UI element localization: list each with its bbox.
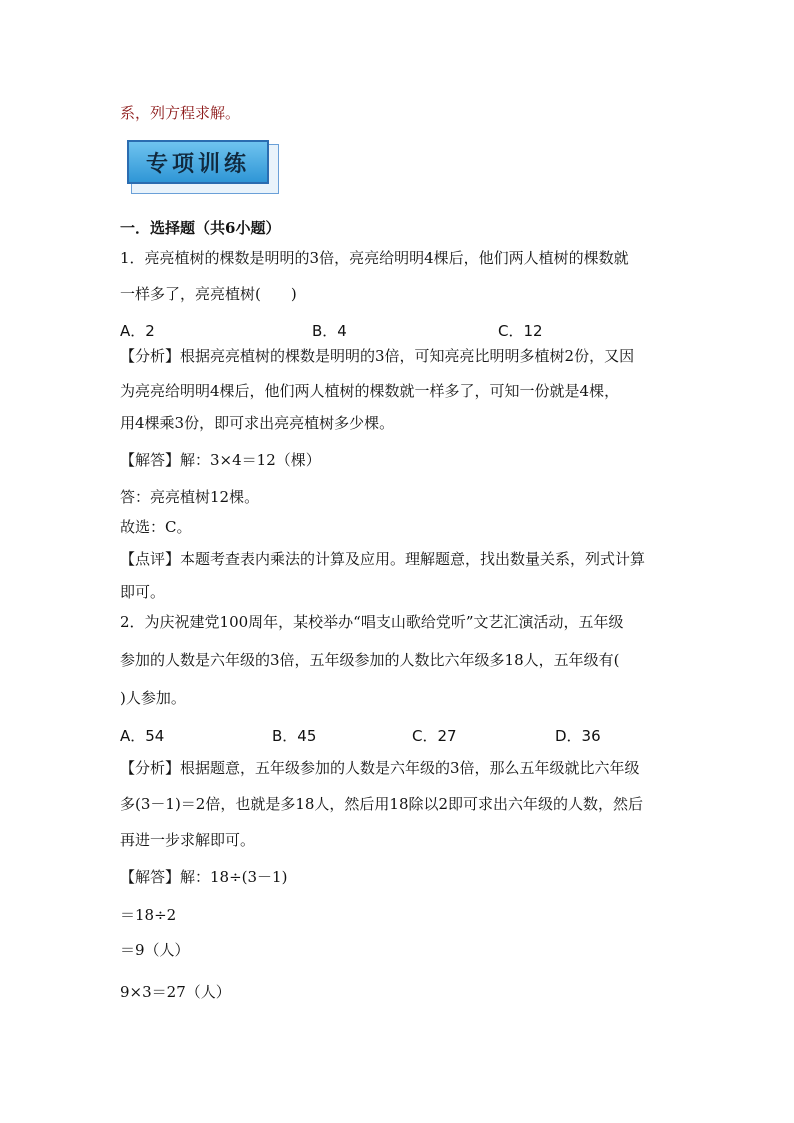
q2-answer-line-3: ＝9（人） [120, 941, 190, 959]
q2-option-a: A．54 [120, 727, 165, 745]
banner-title: 专项训练 [145, 151, 250, 177]
q1-comment-line-2: 即可。 [120, 583, 166, 601]
q2-analysis-line-1: 【分析】根据题意，五年级参加的人数是六年级的3倍，那么五年级就比六年级 [120, 759, 640, 777]
q1-choice: 故选：C。 [120, 518, 192, 536]
q1-answer-line-2: 答：亮亮植树12棵。 [120, 488, 260, 506]
q2-analysis-line-3: 再进一步求解即可。 [120, 831, 256, 849]
banner-box [127, 140, 269, 184]
q2-answer-line-4: 9×3＝27（人） [120, 983, 231, 1001]
q1-comment-line-1: 【点评】本题考查表内乘法的计算及应用。理解题意，找出数量关系，列式计算 [120, 550, 646, 568]
section-heading: 一．选择题（共6小题） [120, 219, 281, 237]
q1-stem-line-2: 一样多了，亮亮植树( ) [120, 285, 297, 303]
q2-stem-line-3: )人参加。 [120, 689, 186, 707]
q2-answer-line-2: ＝18÷2 [120, 906, 177, 924]
q1-analysis-line-1: 【分析】根据亮亮植树的棵数是明明的3倍，可知亮亮比明明多植树2份，又因 [120, 347, 635, 365]
q1-option-a: A．2 [120, 322, 155, 340]
q2-stem-line-1: 2．为庆祝建党100周年，某校举办“唱支山歌给党听”文艺汇演活动，五年级 [120, 613, 624, 631]
q2-analysis-line-2: 多(3－1)＝2倍，也就是多18人，然后用18除以2即可求出六年级的人数，然后 [120, 795, 644, 813]
section-banner [127, 140, 279, 194]
q2-stem-line-2: 参加的人数是六年级的3倍，五年级参加的人数比六年级多18人，五年级有( [120, 651, 620, 669]
q2-answer-line-1: 【解答】解：18÷(3－1) [120, 868, 288, 886]
q2-option-b: B．45 [272, 727, 317, 745]
q2-option-d: D．36 [555, 727, 601, 745]
q1-option-b: B．4 [312, 322, 347, 340]
q1-option-c: C．12 [498, 322, 543, 340]
q1-analysis-line-3: 用4棵乘3份，即可求出亮亮植树多少棵。 [120, 414, 395, 432]
top-fragment-text: 系，列方程求解。 [120, 104, 241, 122]
q2-option-c: C．27 [412, 727, 457, 745]
q1-stem-line-1: 1．亮亮植树的棵数是明明的3倍，亮亮给明明4棵后，他们两人植树的棵数就 [120, 249, 629, 267]
q1-answer-line-1: 【解答】解：3×4＝12（棵） [120, 451, 321, 469]
q1-analysis-line-2: 为亮亮给明明4棵后，他们两人植树的棵数就一样多了，可知一份就是4棵， [120, 382, 620, 400]
